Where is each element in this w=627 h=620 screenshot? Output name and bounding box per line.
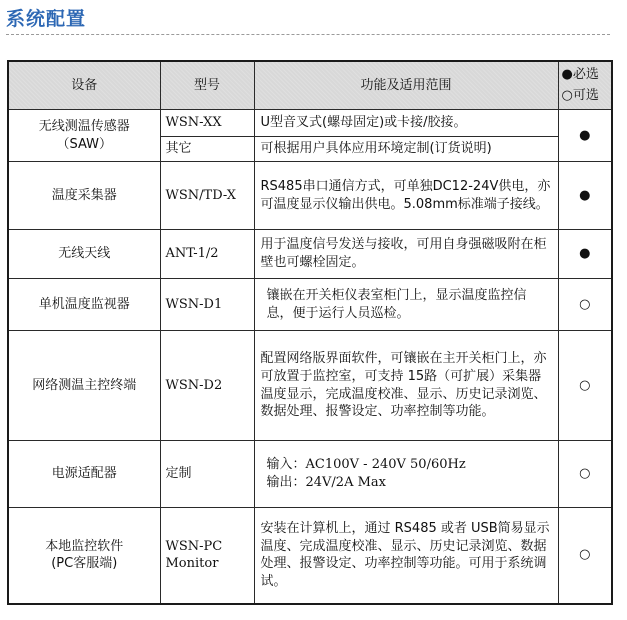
device-cell: 网络测温主控终端 [8,331,160,441]
power-output-spec: 输出：24V/2A Max [266,475,386,490]
header-selection [558,61,612,110]
model-cell: WSN-D1 [160,279,254,331]
header-model: 型号 [160,61,254,110]
required-mark: ● [558,110,612,162]
table-row [8,279,612,331]
required-mark: ● [558,230,612,279]
model-cell: WSN-D2 [160,331,254,441]
table-row [8,230,612,279]
table-row [8,331,612,441]
device-name: 本地监控软件 [45,538,124,554]
table-row [8,508,612,604]
device-cell [8,110,160,162]
model-cell: ANT-1/2 [160,230,254,279]
model-cell: 定制 [160,441,254,508]
model-cell [160,508,254,604]
optional-mark: ○ [558,508,612,604]
function-cell [254,441,558,508]
device-cell: 无线天线 [8,230,160,279]
device-subname: (PC客服端) [51,556,118,572]
device-cell [8,508,160,604]
model-subname: Monitor [165,556,219,572]
function-cell: 镶嵌在开关柜仪表室柜门上，显示温度监控信息，便于运行人员巡检。 [254,279,558,331]
optional-mark: ○ [558,331,612,441]
function-cell: U型音叉式(螺母固定)或卡接/胶接。 [254,110,558,137]
header-device: 设备 [8,61,160,110]
legend-optional: ○可选 [561,87,599,103]
table-row [8,162,612,230]
device-cell: 电源适配器 [8,441,160,508]
device-subname: （SAW） [56,136,113,152]
model-name: WSN-PC [165,538,223,554]
function-cell: RS485串口通信方式，可单独DC12-24V供电，亦可温度显示仪输出供电。5.08mm标准端子接线。 [254,162,558,230]
section-title: 系统配置 [6,8,87,30]
table-row [8,441,612,508]
table-header-row [8,61,612,110]
device-name: 无线测温传感器 [38,118,130,134]
function-cell: 配置网络版界面软件，可镶嵌在主开关柜门上，亦可放置于监控室，可支持 15路（可扩展）采集器温度显示，完成温度校准、显示、历史记录浏览、数据处理、报警设定、功率控制等功能。 [254,331,558,441]
header-function: 功能及适用范围 [254,61,558,110]
model-cell: WSN/TD-X [160,162,254,230]
system-config-table [7,60,613,605]
legend-required: ●必选 [561,67,599,83]
device-cell: 单机温度监视器 [8,279,160,331]
function-cell: 安装在计算机上，通过 RS485 或者 USB简易显示温度、完成温度校准、显示、历史记录浏览、数据处理、报警设定、功率控制等功能。可用于系统调试。 [254,508,558,604]
power-input-spec: 输入：AC100V - 240V 50/60Hz [266,457,466,473]
optional-mark: ○ [558,279,612,331]
title-divider [6,34,610,35]
table-row [8,110,612,137]
model-cell: 其它 [160,137,254,162]
optional-mark: ○ [558,441,612,508]
function-cell: 可根据用户具体应用环境定制(订货说明) [254,137,558,162]
function-cell: 用于温度信号发送与接收，可用自身强磁吸附在柜壁也可螺栓固定。 [254,230,558,279]
device-cell: 温度采集器 [8,162,160,230]
required-mark: ● [558,162,612,230]
model-cell: WSN-XX [160,110,254,137]
